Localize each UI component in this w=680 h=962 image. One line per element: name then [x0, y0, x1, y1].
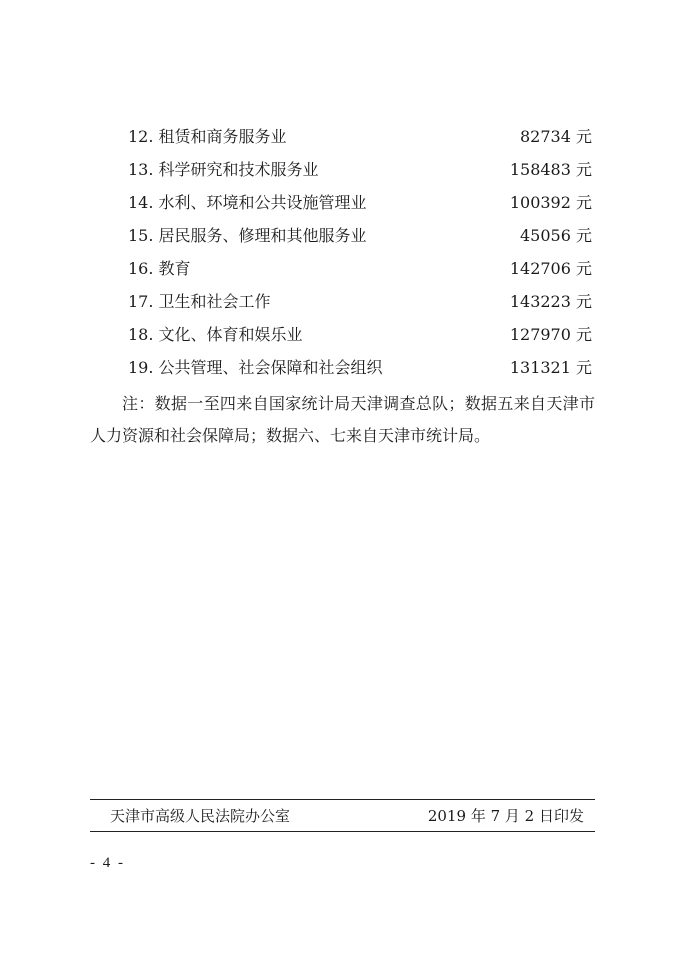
list-item [128, 285, 592, 318]
industry-label: 17. 卫生和社会工作 [128, 292, 271, 311]
issuing-office: 天津市高级人民法院办公室 [110, 807, 291, 825]
list-item [128, 120, 592, 153]
industry-label: 12. 租赁和商务服务业 [128, 127, 287, 146]
industry-label: 14. 水利、环境和公共设施管理业 [128, 193, 367, 212]
wage-amount: 143223 元 [509, 292, 592, 311]
wage-amount: 142706 元 [509, 259, 592, 278]
list-item [128, 252, 592, 285]
industry-wage-list [128, 120, 592, 384]
wage-amount: 100392 元 [509, 193, 592, 212]
list-item [128, 351, 592, 384]
industry-label: 16. 教育 [128, 259, 191, 278]
list-item [128, 318, 592, 351]
wage-amount: 82734 元 [520, 127, 592, 146]
footer-top-divider [90, 799, 595, 800]
industry-label: 19. 公共管理、社会保障和社会组织 [128, 358, 383, 377]
industry-label: 18. 文化、体育和娱乐业 [128, 325, 303, 344]
page-number: - 4 - [90, 855, 125, 871]
list-item [128, 186, 592, 219]
industry-label: 15. 居民服务、修理和其他服务业 [128, 226, 367, 245]
footer-bottom-divider [90, 831, 595, 832]
list-item [128, 219, 592, 252]
issue-date: 2019 年 7 月 2 日印发 [427, 807, 584, 825]
industry-label: 13. 科学研究和技术服务业 [128, 160, 319, 179]
data-source-note: 注：数据一至四来自国家统计局天津调查总队；数据五来自天津市人力资源和社会保障局；数据六、七来自天津市统计局。 [90, 394, 595, 445]
issuance-footer [110, 801, 584, 831]
wage-amount: 158483 元 [509, 160, 592, 179]
list-item [128, 153, 592, 186]
wage-amount: 127970 元 [509, 325, 592, 344]
wage-amount: 45056 元 [520, 226, 592, 245]
wage-amount: 131321 元 [509, 358, 592, 377]
